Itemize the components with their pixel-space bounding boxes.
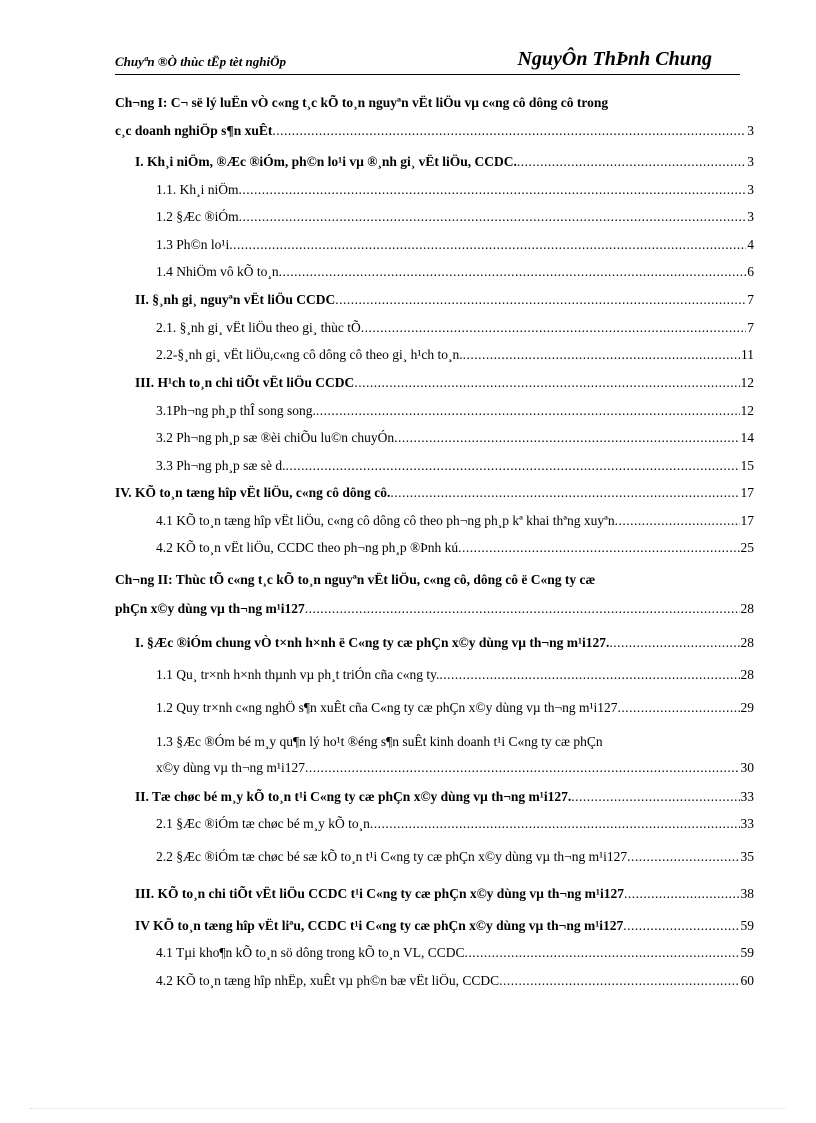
toc-entry-text: 2.2-§¸nh gi¸ vËt liÖu,c«ng cô dông cô theo gi¸ h¹ch to¸n. (156, 347, 463, 362)
toc-entry[interactable] (156, 403, 754, 419)
toc-entry[interactable] (135, 292, 754, 308)
toc-entry-text: IV. KÕ to¸n tæng hîp vËt liÖu, c«ng cô dông cô. (115, 485, 391, 500)
toc-entry-text: 1.4 NhiÖm vô kÕ to¸n (156, 264, 279, 279)
toc-entry-text: x©y dùng vµ th¬ng m¹i127 (156, 760, 305, 775)
toc-page-number: 17 (740, 485, 754, 500)
toc-entry-text: 4.2 KÕ to¸n vËt liÖu, CCDC theo ph¬ng ph¸p ®Þnh kú (156, 540, 459, 555)
page-header (115, 48, 740, 75)
toc-entry[interactable] (156, 237, 754, 253)
toc-entry-text: 1.3 Ph©n lo¹i (156, 237, 230, 252)
toc-page-number: 28 (740, 601, 754, 616)
toc-chapter1-line1: Ch¬ng I: C¬ së lý luËn vÒ c«ng t¸c kÕ to¸n nguyªn vËt liÖu vµ c«ng cô dông cô trong (115, 95, 609, 110)
toc-page-number: 28 (740, 667, 754, 682)
toc-leader-dots (618, 700, 740, 716)
toc-leader-dots (463, 347, 740, 363)
toc-leader-dots (624, 886, 740, 902)
toc-entry[interactable] (156, 540, 754, 556)
toc-entry[interactable] (156, 182, 754, 198)
toc-page-number: 3 (747, 123, 754, 138)
toc-entry[interactable] (156, 849, 754, 865)
header-title: Chuyªn ®Ò thùc tËp tèt nghiÖp (115, 54, 287, 69)
toc-page-number: 59 (740, 918, 754, 933)
toc-page-number: 28 (740, 635, 754, 650)
toc-leader-dots (609, 635, 739, 651)
toc-page-number: 17 (740, 513, 754, 528)
toc-entry-text: 1.1. Kh¸i niÖm (156, 182, 239, 197)
toc-leader-dots (394, 430, 739, 446)
toc-leader-dots (316, 403, 740, 419)
toc-entry-text: II. Tæ chøc bé m¸y kÕ to¸n t¹i C«ng ty cæ phÇn x©y dùng vµ th¬ng m¹i127. (135, 789, 572, 804)
toc-entry-text: III. KÕ to¸n chi tiÕt vËt liÖu CCDC t¹i C«ng ty cæ phÇn x©y dùng vµ th¬ng m¹i127 (135, 886, 624, 901)
toc-entry[interactable] (135, 886, 754, 902)
toc-entry-text: 2.1. §¸nh gi¸ vËt liÖu theo gi¸ thùc tÕ (156, 320, 361, 335)
toc-leader-dots (354, 375, 739, 391)
toc-chapter2-line2: phÇn x©y dùng vµ th¬ng m¹i127 (115, 601, 305, 616)
toc-entry[interactable] (156, 973, 754, 989)
toc-entry[interactable] (135, 789, 754, 805)
toc-page-number: 7 (747, 320, 754, 335)
toc-entry-text: II. §¸nh gi¸ nguyªn vËt liÖu CCDC (135, 292, 336, 307)
toc-entry-text: 2.2 §Æc ®iÓm tæ chøc bé sæ kÕ to¸n t¹i C«ng ty cæ phÇn x©y dùng vµ th¬ng m¹i127 (156, 849, 628, 864)
toc-page-number: 11 (741, 347, 754, 362)
toc-leader-dots (239, 209, 747, 225)
toc-page-number: 30 (740, 760, 754, 775)
toc-leader-dots (272, 123, 746, 139)
toc-page-number: 38 (740, 886, 754, 901)
page-bottom-divider (30, 1108, 786, 1109)
toc-leader-dots (305, 601, 740, 617)
toc-leader-dots (335, 292, 746, 308)
toc-page-number: 25 (740, 540, 754, 555)
toc-leader-dots (361, 320, 747, 336)
toc-leader-dots (239, 182, 747, 198)
toc-entry-text: III. H¹ch to¸n chi tiÕt vËt liÖu CCDC (135, 375, 355, 390)
toc-entry[interactable] (135, 375, 754, 391)
toc-entry-text: 4.1 KÕ to¸n tæng hîp vËt liÖu, c«ng cô dông cô theo ph¬ng ph¸p kª khai thªng xuyªn (156, 513, 615, 528)
toc-entry-text: 3.3 Ph¬ng ph¸p sæ sè d. (156, 458, 286, 473)
toc-entry[interactable] (156, 700, 754, 716)
toc-entry[interactable] (156, 209, 754, 225)
toc-entry[interactable] (135, 635, 754, 651)
toc-page-number: 33 (740, 816, 754, 831)
toc-leader-dots (439, 667, 739, 683)
toc-entry-text: 1.2 Quy tr×nh c«ng nghÖ s¶n xuÊt cña C«ng ty cæ phÇn x©y dùng vµ th¬ng m¹i127 (156, 700, 618, 715)
toc-leader-dots (627, 849, 739, 865)
toc-entry-text: 1.1 Qu¸ tr×nh h×nh thµnh vµ ph¸t triÓn cña c«ng ty. (156, 667, 440, 682)
toc-leader-dots (499, 973, 739, 989)
toc-page-number: 14 (740, 430, 754, 445)
toc-entry-text: IV KÕ to¸n tæng hîp vËt liªu, CCDC t¹i C«ng ty cæ phÇn x©y dùng vµ th¬ng m¹i127 (135, 918, 624, 933)
toc-entry-text: 2.1 §Æc ®iÓm tæ chøc bé m¸y kÕ to¸n (156, 816, 370, 831)
toc-entry[interactable] (156, 264, 754, 280)
toc-leader-dots (370, 816, 740, 832)
toc-entry-text: I. Kh¸i niÖm, ®Æc ®iÓm, ph©n lo¹i vµ ®¸nh gi¸ vËt liÖu, CCDC. (135, 154, 517, 169)
toc-entry-text: 3.2 Ph¬ng ph¸p sæ ®èi chiÕu lu©n chuyÓn (156, 430, 395, 445)
toc-page-number: 35 (740, 849, 754, 864)
toc-leader-dots (517, 154, 746, 170)
toc-entry[interactable] (156, 816, 754, 832)
toc-page-number: 15 (740, 458, 754, 473)
toc-entry[interactable] (156, 458, 754, 474)
toc-leader-dots (465, 945, 740, 961)
header-author: NguyÔn ThÞnh Chung (517, 48, 712, 70)
toc-page-number: 59 (740, 945, 754, 960)
toc-entry-text: 3.1Ph¬ng ph¸p thÎ song song. (156, 403, 316, 418)
toc-entry[interactable] (156, 667, 754, 683)
toc-entry[interactable] (156, 513, 754, 529)
toc-entry-text: I. §Æc ®iÓm chung vÒ t×nh h×nh ë C«ng ty cæ phÇn x©y dùng vµ th¬ng m¹i127. (135, 635, 610, 650)
toc-entry[interactable] (156, 760, 754, 776)
toc-entry[interactable] (115, 485, 754, 501)
toc-chapter2-entry[interactable] (115, 601, 754, 617)
toc-page-number: 29 (740, 700, 754, 715)
toc-chapter1-title (115, 95, 764, 111)
toc-entry[interactable] (156, 945, 754, 961)
toc-leader-dots (229, 237, 746, 253)
toc-leader-dots (623, 918, 739, 934)
toc-leader-dots (615, 513, 740, 529)
toc-leader-dots (571, 789, 739, 805)
toc-entry[interactable] (156, 320, 754, 336)
toc-page-number: 60 (740, 973, 754, 988)
toc-chapter2-line1: Ch¬ng II: Thùc tÕ c«ng t¸c kÕ to¸n nguyªn vËt liÖu, c«ng cô, dông cô ë C«ng ty cæ (115, 572, 596, 587)
toc-entry[interactable] (156, 347, 754, 363)
toc-entry-text: 4.1 Tµi kho¶n kÕ to¸n sö dông trong kÕ to¸n VL, CCDC (156, 945, 465, 960)
toc-chapter2-title (115, 572, 764, 588)
toc-page-number: 7 (747, 292, 754, 307)
toc-entry[interactable] (135, 918, 754, 934)
toc-page-number: 3 (747, 182, 754, 197)
toc-leader-dots (279, 264, 747, 280)
toc-page-number: 12 (740, 403, 754, 418)
toc-chapter1-line2: c¸c doanh nghiÖp s¶n xuÊt (115, 123, 273, 138)
toc-page-number: 4 (747, 237, 754, 252)
toc-entry[interactable] (135, 154, 754, 170)
toc-leader-dots (390, 485, 739, 501)
toc-section-1-3-line1: 1.3 §Æc ®Óm bé m¸y qu¶n lý ho¹t ®éng s¶n suÊt kinh doanh t¹i C«ng ty cæ phÇn (156, 734, 603, 749)
toc-leader-dots (286, 458, 740, 474)
toc-page-number: 12 (740, 375, 754, 390)
toc-page-number: 33 (740, 789, 754, 804)
toc-page-number: 3 (747, 154, 754, 169)
toc-leader-dots (305, 760, 740, 776)
toc-chapter1-entry[interactable] (115, 123, 754, 139)
toc-page-number: 3 (747, 209, 754, 224)
toc-page-number: 6 (747, 264, 754, 279)
toc-leader-dots (458, 540, 739, 556)
toc-entry-text: 1.2 §Æc ®iÓm (156, 209, 239, 224)
toc-entry-text: 4.2 KÕ to¸n tæng hîp nhËp, xuÊt vµ ph©n bæ vËt liÖu, CCDC (156, 973, 500, 988)
toc-entry[interactable] (156, 430, 754, 446)
